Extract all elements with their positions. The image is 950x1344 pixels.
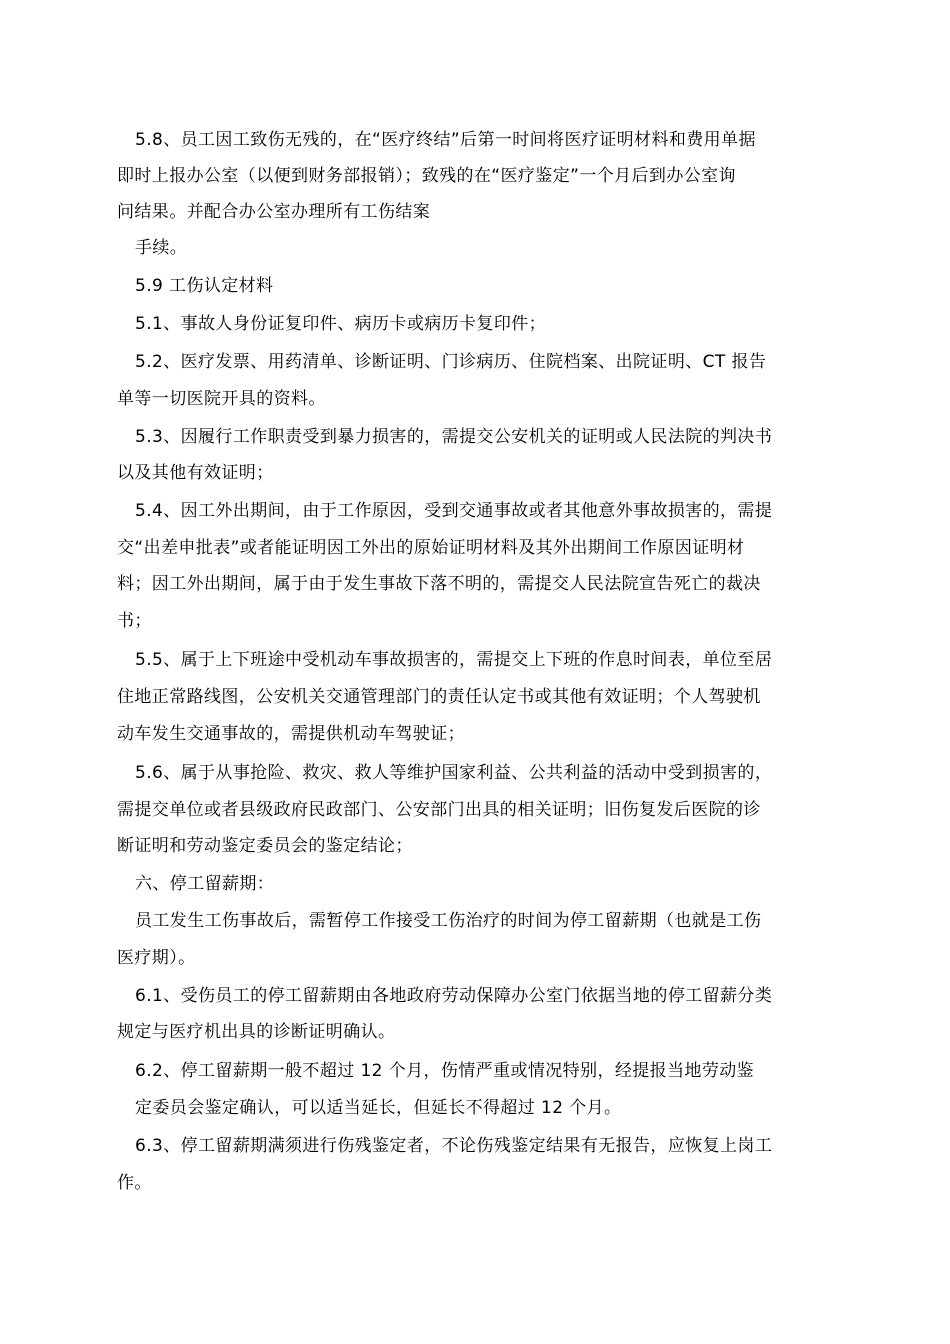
text-line: 以及其他有效证明； xyxy=(117,463,274,483)
text-line: 5.2、医疗发票、用药清单、诊断证明、门诊病历、住院档案、出院证明、CT 报告 xyxy=(135,352,767,372)
text-line: 料；因工外出期间，属于由于发生事故下落不明的，需提交人民法院宣告死亡的裁决 xyxy=(117,574,761,594)
text-line: 定委员会鉴定确认，可以适当延长，但延长不得超过 12 个月。 xyxy=(135,1098,622,1118)
text-line: 作。 xyxy=(117,1173,152,1193)
text-line: 5.6、属于从事抢险、救灾、救人等维护国家利益、公共利益的活动中受到损害的， xyxy=(135,763,773,783)
text-line: 员工发生工伤事故后，需暂停工作接受工伤治疗的时间为停工留薪期（也就是工伤 xyxy=(135,911,762,931)
text-line: 手续。 xyxy=(135,238,188,258)
text-line: 单等一切医院开具的资料。 xyxy=(117,389,326,409)
text-line: 医疗期）。 xyxy=(117,948,196,968)
text-line: 即时上报办公室（以便到财务部报销）；致残的在“医疗鉴定”一个月后到办公室询 xyxy=(117,166,736,186)
text-line: 动车发生交通事故的，需提供机动车驾驶证； xyxy=(117,724,465,744)
text-line: 需提交单位或者县级政府民政部门、公安部门出具的相关证明；旧伤复发后医院的诊 xyxy=(117,800,761,820)
text-line: 6.2、停工留薪期一般不超过 12 个月，伤情严重或情况特别，经提报当地劳动鉴 xyxy=(135,1061,755,1081)
text-line: 5.5、属于上下班途中受机动车事故损害的，需提交上下班的作息时间表，单位至居 xyxy=(135,650,773,670)
text-line: 住地正常路线图，公安机关交通管理部门的责任认定书或其他有效证明；个人驾驶机 xyxy=(117,687,761,707)
text-line: 问结果。并配合办公室办理所有工伤结案 xyxy=(117,202,431,222)
text-line: 5.8、员工因工致伤无残的，在“医疗终结”后第一时间将医疗证明材料和费用单据 xyxy=(135,130,756,150)
text-line: 6.1、受伤员工的停工留薪期由各地政府劳动保障办公室门依据当地的停工留薪分类 xyxy=(135,986,773,1006)
section-heading: 5.9 工伤认定材料 xyxy=(135,276,274,296)
text-line: 书； xyxy=(117,611,152,631)
text-line: 断证明和劳动鉴定委员会的鉴定结论； xyxy=(117,836,413,856)
text-line: 规定与医疗机出具的诊断证明确认。 xyxy=(117,1022,396,1042)
text-line: 6.3、停工留薪期满须进行伤残鉴定者，不论伤残鉴定结果有无报告，应恢复上岗工 xyxy=(135,1136,773,1156)
text-line: 交“出差申批表”或者能证明因工外出的原始证明材料及其外出期间工作原因证明材 xyxy=(117,538,745,558)
text-line: 5.1、事故人身份证复印件、病历卡或病历卡复印件； xyxy=(135,314,547,334)
section-heading: 六、停工留薪期： xyxy=(135,874,275,894)
text-line: 5.4、因工外出期间，由于工作原因，受到交通事故或者其他意外事故损害的，需提 xyxy=(135,501,773,521)
text-line: 5.3、因履行工作职责受到暴力损害的，需提交公安机关的证明或人民法院的判决书 xyxy=(135,427,773,447)
